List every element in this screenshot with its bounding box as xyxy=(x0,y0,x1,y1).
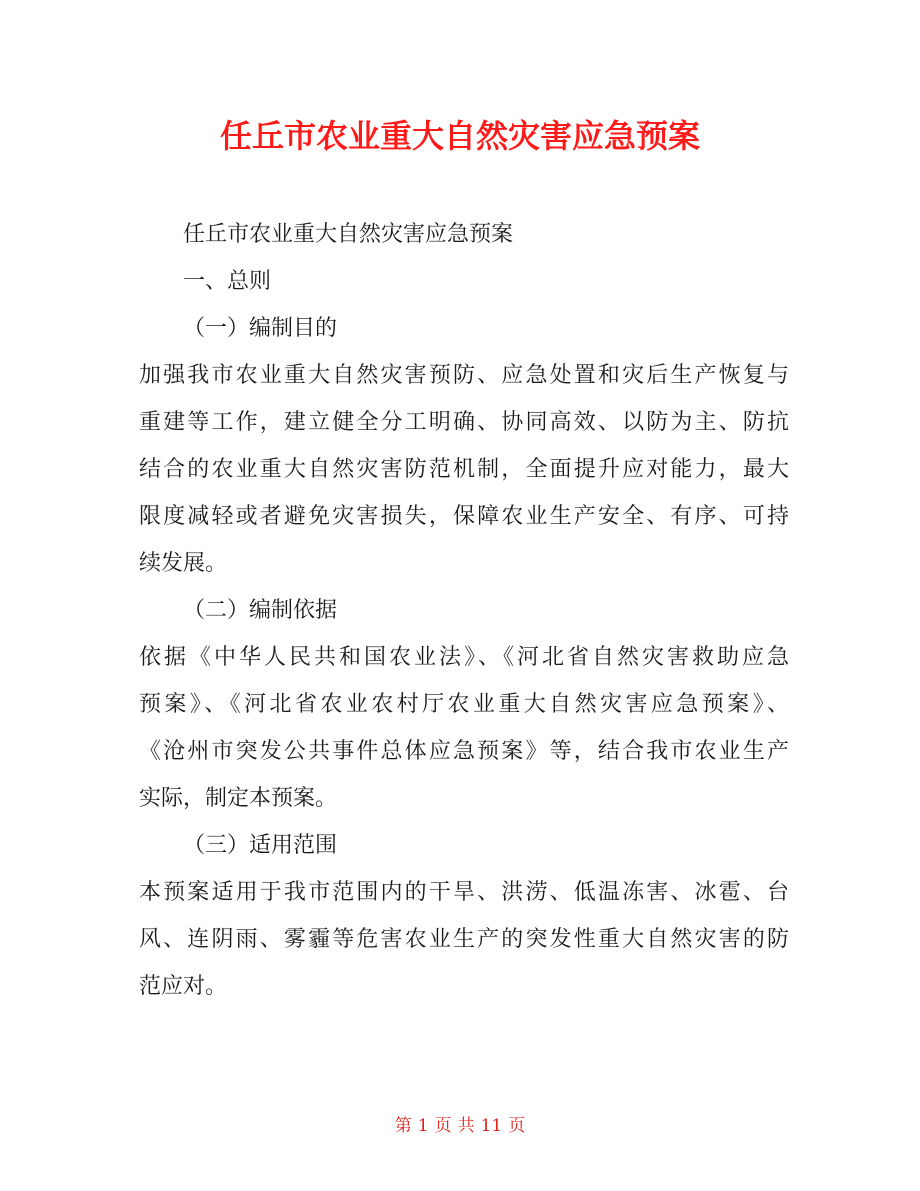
document-subtitle: 任丘市农业重大自然灾害应急预案 xyxy=(183,222,514,247)
footer-ye-2: 页 xyxy=(508,1116,526,1136)
paragraph-line: 风、连阴雨、雾霾等危害农业生产的突发性重大自然灾害的防 xyxy=(139,927,789,952)
footer-di: 第 xyxy=(394,1116,412,1136)
paragraph-line: 《沧州市突发公共事件总体应急预案》等，结合我市农业生产 xyxy=(139,739,789,764)
page-footer xyxy=(0,1113,920,1139)
paragraph-purpose xyxy=(139,352,789,587)
paragraph-line: 预案》、《河北省农业农村厅农业重大自然灾害应急预案》、 xyxy=(139,692,789,717)
subsection-heading-purpose: （一）编制目的 xyxy=(183,316,338,341)
subsection-heading-scope: （三）适用范围 xyxy=(183,833,338,858)
document-title: 任丘市农业重大自然灾害应急预案 xyxy=(219,117,700,155)
footer-total-pages: 11 xyxy=(480,1116,503,1136)
paragraph-line: 实际，制定本预案。 xyxy=(139,786,338,811)
section-heading-general: 一、总则 xyxy=(183,269,272,294)
paragraph-line: 本预案适用于我市范围内的干旱、洪涝、低温冻害、冰雹、台 xyxy=(139,880,789,905)
paragraph-line: 依据《中华人民共和国农业法》、《河北省自然灾害救助应急 xyxy=(139,645,789,670)
paragraph-line: 加强我市农业重大自然灾害预防、应急处置和灾后生产恢复与 xyxy=(139,363,789,388)
paragraph-line: 结合的农业重大自然灾害防范机制，全面提升应对能力，最大 xyxy=(139,457,789,482)
footer-page-number: 1 xyxy=(417,1116,429,1136)
footer-ye: 页 xyxy=(434,1116,452,1136)
paragraph-scope xyxy=(139,869,789,1010)
paragraph-line: 重建等工作，建立健全分工明确、协同高效、以防为主、防抗 xyxy=(139,410,789,435)
document-body xyxy=(139,211,789,1010)
paragraph-line: 续发展。 xyxy=(139,551,228,576)
footer-gong: 共 xyxy=(457,1116,475,1136)
paragraph-basis xyxy=(139,634,789,822)
paragraph-line: 限度减轻或者避免灾害损失，保障农业生产安全、有序、可持 xyxy=(139,504,789,529)
paragraph-line: 范应对。 xyxy=(139,974,228,999)
subsection-heading-basis: （二）编制依据 xyxy=(183,598,338,623)
